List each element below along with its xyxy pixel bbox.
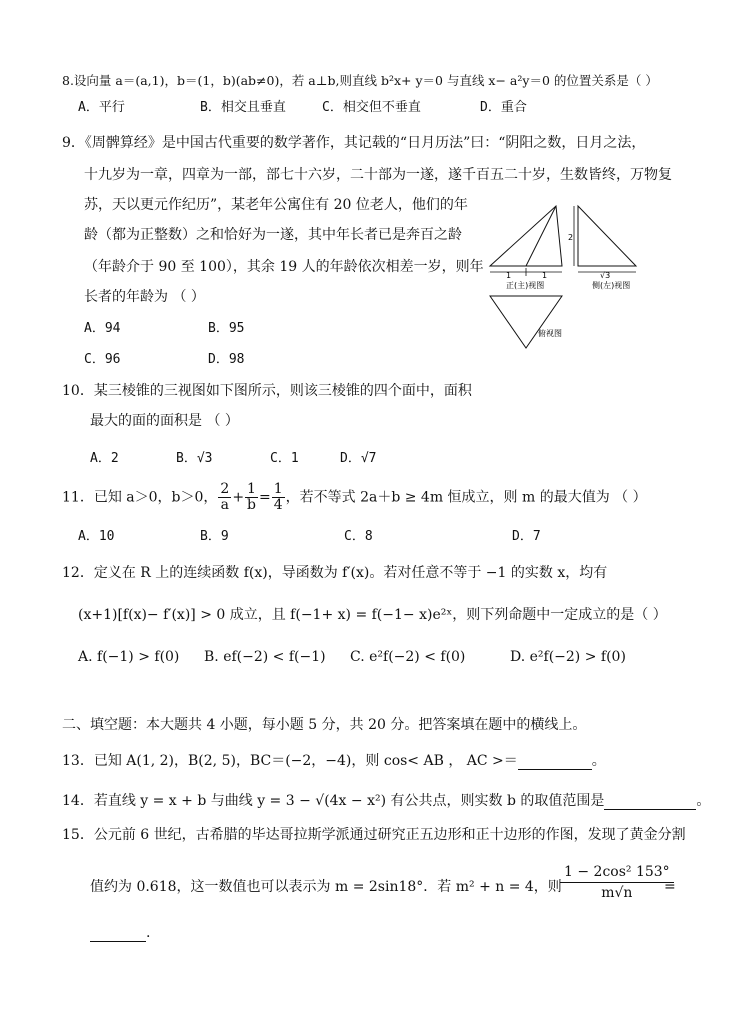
q9-line5: （年龄介于 90 至 100），其余 19 人的年龄依次相差一岁，则年: [84, 259, 484, 275]
q11-frac3: $\frac{1}{4}$: [273, 481, 283, 513]
side-view-label: 侧(左)视图: [592, 281, 631, 290]
q15-line1: 15．公元前 6 世纪，古希腊的毕达哥拉斯学派通过研究正五边形和正十边形的作图，发现了黄金分割: [62, 827, 686, 843]
q11-option-c: C．8: [344, 529, 373, 544]
q9-option-a: A．94: [84, 321, 121, 336]
q13-line: 13．已知 A(1, 2)，B(2, 5)，BC＝(−2，−4)，则 cos< AB ， AC >＝ 。: [62, 753, 606, 769]
q11-suffix: ，若不等式 2a＋b ≥ 4m 恒成立，则 m 的最大值为 （ ）: [285, 489, 647, 506]
q10-option-c: C．1: [270, 451, 299, 466]
three-view-figure: [486, 202, 646, 352]
q11-option-b: B．9: [200, 529, 229, 544]
top-view-shape: [490, 296, 562, 348]
q10-line1: 10．某三棱锥的三视图如下图所示，则该三棱锥的四个面中，面积: [62, 383, 472, 399]
q11-option-a: A．10: [78, 529, 115, 544]
q9-line6: 长者的年龄为 （ ）: [84, 289, 205, 305]
front-dim-2: 1: [542, 271, 548, 280]
q8-option-c: C．相交但不垂直: [322, 100, 421, 115]
q12-option-c: C. e²f(−2) < f(0): [350, 649, 466, 665]
q10-option-a: A．2: [90, 451, 119, 466]
q15-fraction: 1 − 2cos² 153° m√n: [560, 862, 674, 903]
q9-option-d: D．98: [208, 352, 245, 367]
section2-heading: 二、填空题：本大题共 4 小题，每小题 5 分，共 20 分。把答案填在题中的横线上。: [62, 717, 587, 733]
q10-option-b: B．√3: [176, 451, 213, 466]
q15-line2: 值约为 0.618，这一数值也可以表示为 m = 2sin18°．若 m² + n = 4，则: [90, 879, 562, 895]
q8-option-d: D．重合: [480, 100, 527, 115]
q9-line3: 苏，天以更元作纪历”，某老年公寓住有 20 位老人，他们的年: [84, 197, 468, 213]
q11-option-d: D．7: [512, 529, 541, 544]
q12-option-d: D. e²f(−2) > f(0): [510, 649, 626, 665]
q14-line: 14．若直线 y = x + b 与曲线 y = 3 − √(4x − x²) 有公共点，则实数 b 的取值范围是 。: [62, 793, 711, 809]
q12-option-b: B. ef(−2) < f(−1): [204, 649, 326, 665]
q9-line4: 龄（都为正整数）之和恰好为一遂，其中年长者已是奔百之龄: [84, 227, 462, 243]
q12-line1: 12．定义在 R 上的连续函数 f(x)，导函数为 f′(x)。若对任意不等于 −1 的实数 x，均有: [62, 565, 608, 581]
front-dim-1: 1: [506, 271, 512, 280]
q14-answer-blank: [604, 795, 696, 810]
q15-equals: =: [664, 879, 676, 895]
side-dim-sqrt3: √3: [600, 271, 611, 280]
top-view-label: 俯视图: [538, 329, 562, 338]
q9-line1: 9．《周髀算经》是中国古代重要的数学著作，其记载的“日月历法”曰：“阴阳之数，日月之法，: [62, 135, 646, 151]
side-dim-height: 2: [568, 233, 574, 242]
q8-stem: 8.设向量 a＝(a,1)，b＝(1，b)(ab≠0)，若 a⊥b,则直线 b²x+ y＝0 与直线 x− a²y＝0 的位置关系是（ ）: [62, 73, 658, 88]
q11-line: 11．已知 a＞0，b＞0， $\frac{2}{a}$ + $\frac{1}{b}$ = $\frac{1}{4}$ ，若不等式 2a＋b ≥ 4m 恒成立，则 m 的最大值为 （ ）: [62, 481, 647, 513]
side-view-shape: [578, 206, 636, 266]
q12-line2: (x+1)[f(x)− f′(x)] > 0 成立，且 f(−1+ x) = f(−1− x)e²ˣ，则下列命题中一定成立的是（ ）: [78, 607, 667, 623]
q10-option-d: D．√7: [340, 451, 377, 466]
q9-option-b: B．95: [208, 321, 245, 336]
q10-line2: 最大的面的面积是 （ ）: [90, 413, 239, 429]
front-view-label: 正(主)视图: [506, 281, 545, 290]
q14-text: 14．若直线 y = x + b 与曲线 y = 3 − √(4x − x²) 有公共点，则实数 b 的取值范围是: [62, 793, 605, 809]
q9-line2: 十九岁为一章，四章为一部，部七十六岁，二十部为一遂，遂千百五二十岁，生数皆终，万物复: [84, 167, 672, 183]
q12-option-a: A. f(−1) > f(0): [78, 649, 180, 665]
q13-text: 13．已知 A(1, 2)，B(2, 5)，BC＝(−2，−4)，则 cos< AB ， AC >＝: [62, 753, 518, 769]
q8-option-b: B．相交且垂直: [200, 100, 286, 115]
q15-answer-blank: [90, 927, 146, 942]
q11-prefix: 11．已知 a＞0，b＞0，: [62, 489, 218, 506]
q11-frac2: $\frac{1}{b}$: [247, 481, 256, 513]
q13-answer-blank: [518, 755, 592, 770]
q8-option-a: A．平行: [78, 100, 125, 115]
q11-frac1: $\frac{2}{a}$: [220, 481, 230, 513]
q9-option-c: C．96: [84, 352, 121, 367]
q15-answer-line: .: [90, 924, 150, 942]
